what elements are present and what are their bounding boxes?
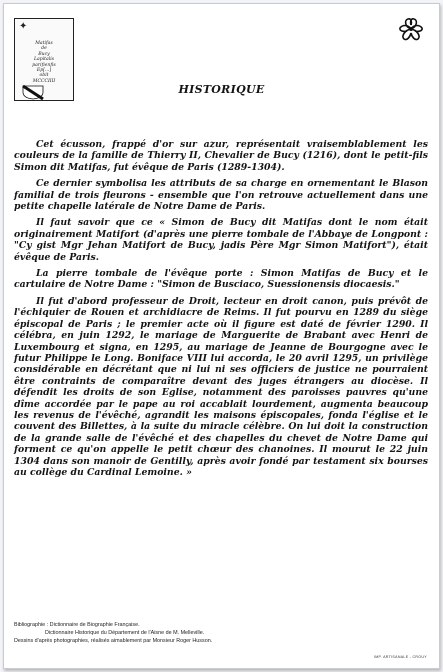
bibliography-entry: Dictionnaire de Biographie Française. — [49, 622, 140, 628]
paragraph: La pierre tombale de l'évêque porte : Simon Matifas de Bucy et le cartulaire de Notre Dame : "Simon de Busciaco, Suessionensis diocaesis." — [14, 268, 428, 291]
crest-caption-line: Ep[...] — [36, 68, 52, 74]
paragraph: Ce dernier symbolisa les attributs de sa charge en ornementant le Blason familial de trois fleurons - ensemble que l'on retrouve actuellement dans une petite chapelle latérale de Notre Dame de Paris. — [14, 178, 428, 213]
bibliography-entry: Dictionnaire Historique du Département de l'Aisne de M. Melleville. — [45, 630, 205, 636]
crest-caption — [15, 41, 73, 84]
bibliography-line — [14, 621, 434, 629]
crest-caption-line: MCCCIIII — [32, 78, 56, 84]
document-page — [3, 3, 440, 669]
crest-caption-line: parifienfis — [32, 62, 56, 68]
page-title: HISTORIQUE — [178, 83, 265, 96]
paragraph: Cet écusson, frappé d'or sur azur, représentait vraisemblablement les couleurs de la famille de Thierry II, Chevalier de Bucy (1216), dont le petit-fils Simon dit Matifas, fut évêque de Paris (1289-1304). — [14, 139, 428, 173]
crest-caption-line: Lapitalis — [33, 57, 55, 63]
fleuron-logo-icon — [396, 16, 426, 42]
paragraph: Il fut d'abord professeur de Droit, lecteur en droit canon, puis prévôt de l'échiquier de Rouen et archidiacre de Reims. Il fut pourvu en 1289 du siège épiscopal de Paris ; le premier acte où il figure est daté de février 1290. Il célébra, en juin 1292, le mariage de Marguerite de Brabant avec Henri de Luxembourg et signa, en 1295, au mariage de Jeanne de Bourgogne avec le futur Philippe le Long. Boniface VIII lui accorda, le 20 avril 1295, un privilège considérable en décrétant que ni lui ni ses officiers de justice ne pourraient être contraints de comparaître devant des juges étrangers au diocèse. Il défendit les droits de son Eglise, notamment des paroisses pauvres qu'une dîme accordée par le pape au roi accablait lourdement, augmenta beaucoup les revenus de l'évêché, agrandit les maisons épiscopales, fonda l'église et le couvent des Billettes, à la suite du miracle célèbre. On lui doit la construction de la grande salle de l'évêché et des chapelles du chevet de Notre Dame qui forment ce qu'on appelle le petit chœur des chanoines. Il mourut le 22 juin 1304 dans son manoir de Gentilly, après avoir fondé par testament six bourses au collège du Cardinal Lemoine. » — [14, 295, 428, 478]
crest-caption-line: obit — [39, 73, 49, 79]
crest-caption-line: de — [41, 46, 47, 52]
paragraph: Il faut savoir que ce « Simon de Bucy dit Matifas dont le nom était originairement Matifort (d'après une pierre tombale de l'Abbaye de Longpont : "Cy gist Mgr Jehan Matifort de Bucy, jadis Père Mgr Simon Matifort"), était évêque de Paris. — [14, 217, 428, 263]
footer-credits — [14, 621, 434, 645]
bibliography-label: Bibliographie : — [14, 622, 49, 628]
cross-icon: ✦ — [19, 21, 28, 32]
drawings-credit: Dessins d'après photographies, réalisés aimablement par Monsieur Roger Husson. — [14, 638, 213, 644]
printer-imprint: IMP. ARTISANALE - CROUY — [373, 655, 427, 659]
history-text — [14, 139, 428, 483]
crest-caption-line: Bucy — [38, 51, 50, 57]
crest-caption-line: Matifas — [35, 41, 53, 46]
